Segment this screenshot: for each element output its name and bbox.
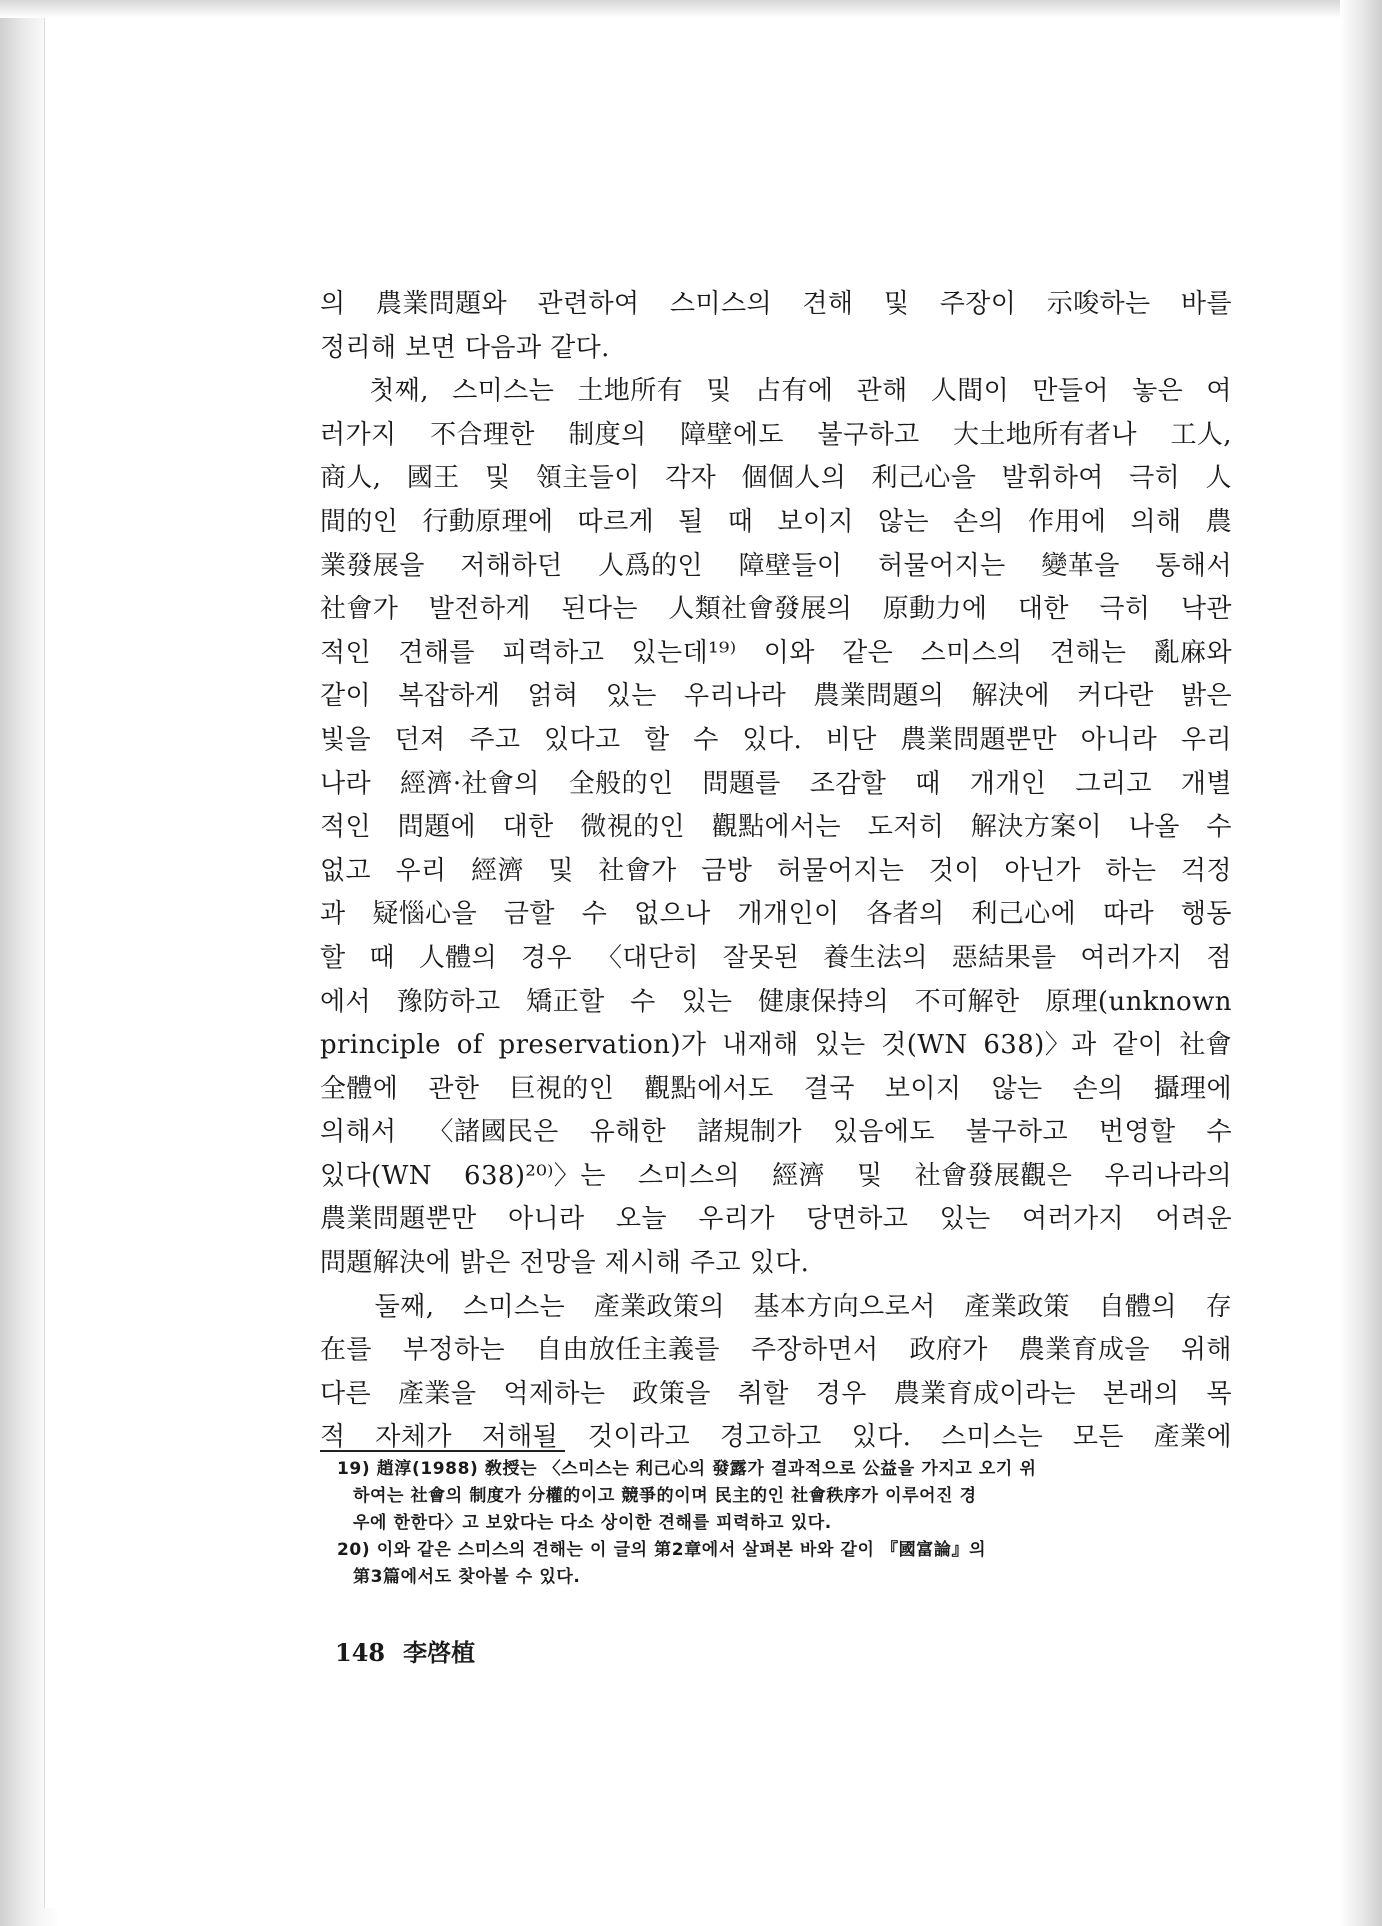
body-word: 產業에 [1153, 1422, 1232, 1453]
footnote-separator [320, 1450, 565, 1452]
body-word: 障壁들이 [738, 550, 843, 581]
body-word: 수 [1206, 1117, 1232, 1148]
body-line [320, 1373, 1232, 1417]
body-word: 利己心에 [971, 899, 1077, 930]
body-word: 社會가 [598, 855, 677, 886]
body-word: 수 [630, 986, 656, 1017]
body-word: 疑惱心을 [372, 899, 478, 930]
body-word: 間的인 [320, 506, 399, 537]
body-word: 모든 [1072, 1422, 1124, 1453]
body-word: 個個人의 [741, 463, 847, 494]
body-line [320, 632, 1232, 676]
body-word: 있다. [742, 724, 803, 755]
body-word: 社會 [1179, 1030, 1232, 1061]
body-word: 스미스의 [669, 289, 772, 319]
body-word: 우리 [1180, 724, 1232, 755]
body-word: 개개인 [969, 768, 1047, 799]
body-word: 발휘하여 [1001, 463, 1104, 494]
body-word: 비단 [825, 724, 877, 755]
running-author: 李啓植 [403, 1638, 476, 1667]
body-word: 解決方案이 [970, 812, 1103, 843]
body-word: 보이지 [884, 1073, 962, 1104]
body-line [320, 1416, 1232, 1460]
body-word: 둘째, [374, 1291, 435, 1322]
body-word: 낙관 [1180, 594, 1232, 625]
body-word: 당면하고 [806, 1204, 909, 1235]
body-word: 不合理한 [430, 419, 535, 450]
body-word: 大土地所有者나 [953, 419, 1137, 450]
body-word: 商人, [320, 463, 382, 494]
body-word: 人體의 [418, 942, 498, 973]
body-line [320, 1198, 1232, 1242]
body-word: 금방 [701, 855, 753, 886]
body-word: 경우 [521, 942, 573, 973]
body-word: 있다(WN [320, 1160, 432, 1191]
body-line [320, 1111, 1232, 1155]
body-word: 638)〉과 [983, 1030, 1097, 1061]
body-word: 않는 [877, 506, 929, 537]
footnotes [337, 1456, 1232, 1591]
body-word: 할 [320, 942, 346, 973]
body-word: 微視的인 [580, 812, 686, 843]
body-word: 된다는 [561, 594, 638, 625]
body-line [320, 806, 1232, 850]
body-word: 결국 [803, 1073, 855, 1104]
body-word: 관련하여 [537, 289, 640, 319]
body-word: 될 [678, 506, 704, 537]
body-word: 같은 [842, 637, 894, 668]
body-word: 原動力에 [882, 594, 988, 625]
body-word: 基本方向으로서 [753, 1291, 936, 1322]
body-word: 행동 [1180, 899, 1232, 930]
body-word: 各者의 [866, 899, 945, 930]
body-word: 어려운 [1155, 1204, 1232, 1235]
body-word: 얽혀 [527, 681, 579, 712]
body-line [320, 675, 1232, 719]
body-word: 통해서 [1155, 550, 1232, 581]
body-word: 없고 [320, 855, 372, 886]
body-word: 矯正할 [526, 986, 605, 1017]
body-word: 의 [320, 289, 346, 319]
body-word: 여 [1206, 376, 1232, 407]
body-word: 農業問題뿐만 [320, 1204, 477, 1235]
body-word: preservation)가 [498, 1030, 707, 1061]
body-word: 수 [581, 899, 608, 930]
body-word: 놓은 [1132, 376, 1184, 407]
body-word: 및 [857, 1160, 883, 1191]
body-word: 問題를 [702, 768, 781, 799]
body-word: 위해 [1180, 1335, 1232, 1366]
body-word: 극히 [1129, 463, 1181, 494]
body-word: 作用에 [1028, 506, 1107, 537]
body-line [320, 981, 1232, 1025]
body-word: 각자 [665, 463, 717, 494]
body-word: 아닌가 [1004, 855, 1081, 886]
body-word: 經濟 [471, 855, 524, 886]
footnote-line: 우에 한한다〉고 보았다는 다소 상이한 견해를 피력하고 있다. [353, 1513, 832, 1533]
body-word: 밝은 [1180, 681, 1232, 712]
body-word: 금할 [503, 899, 555, 930]
body-word: 대한 [1017, 594, 1069, 625]
body-word: 복잡하게 [398, 681, 501, 712]
body-word: 變革을 [1041, 550, 1120, 581]
body-word: 수 [693, 724, 719, 755]
page-number: 148 [335, 1638, 386, 1667]
body-word: 것이 [928, 855, 980, 886]
body-word: 적인 [320, 637, 372, 668]
body-word: 產業政策의 [593, 1291, 725, 1322]
body-word: 스미스는 [463, 1291, 566, 1322]
body-word: 커다란 [1077, 681, 1154, 712]
body-word: 바를 [1180, 289, 1232, 319]
body-word: 攝理에 [1153, 1073, 1232, 1104]
body-word: 따라 [1103, 899, 1155, 930]
body-word: 있는데¹⁹⁾ [631, 637, 737, 668]
body-word: 여러가지 [1080, 942, 1183, 973]
body-line [320, 588, 1232, 632]
body-word: 할 [644, 724, 670, 755]
body-word: 있음에도 [832, 1117, 935, 1148]
body-word: 制度의 [568, 419, 647, 450]
body-word: 이와 [763, 637, 815, 668]
body-word: 피력하고 [502, 637, 605, 668]
body-word: 人爲的인 [598, 550, 703, 581]
body-word: 農 [1205, 506, 1232, 537]
body-line [320, 370, 1232, 414]
footnote-line: 第3篇에서도 찾아볼 수 있다. [353, 1567, 581, 1587]
body-word: 에서 [320, 986, 372, 1017]
body-line [320, 327, 1232, 371]
body-word: 및 [883, 289, 910, 319]
body-word: 경우 [815, 1378, 867, 1409]
body-word: 우리 [395, 855, 447, 886]
body-word: 全體에 [320, 1073, 399, 1104]
body-word: 목 [1206, 1378, 1232, 1409]
body-word: 것이라고 [587, 1422, 690, 1453]
body-line [320, 937, 1232, 981]
body-word: 亂麻와 [1153, 637, 1232, 668]
body-word: 政策을 [632, 1378, 711, 1409]
body-line [320, 763, 1232, 807]
body-word: 스미스는 [452, 376, 555, 407]
body-word: 견해 [802, 289, 854, 319]
body-word: 領主들이 [535, 463, 640, 494]
body-word: 人間이 [930, 376, 1010, 407]
body-word: 〈대단히 [595, 942, 699, 973]
book-top-shadow [0, 0, 1382, 18]
footnote-line: 19) 趙淳(1988) 敎授는 〈스미스는 利己心의 發露가 결과적으로 公益을 가지고 오기 위 [337, 1459, 1037, 1479]
body-word: 問題에 [397, 812, 477, 843]
body-word: 여러가지 [1022, 1204, 1125, 1235]
body-line [320, 283, 1232, 327]
body-word: 도저히 [867, 812, 945, 843]
body-word: 첫째, [369, 376, 429, 407]
body-word: 諸規制가 [697, 1117, 802, 1148]
body-word: 내재해 [722, 1030, 799, 1061]
body-word: 잘못된 [722, 942, 800, 973]
body-word: 自體의 [1098, 1291, 1177, 1322]
body-word: 觀點에서는 [711, 812, 842, 843]
body-word: 하는 [1105, 855, 1157, 886]
body-line [320, 1329, 1232, 1373]
body-word: 있는 [605, 681, 657, 712]
body-word: 社會發展觀은 [914, 1160, 1073, 1191]
body-line [320, 893, 1232, 937]
body-word: 스미스는 [941, 1422, 1044, 1453]
body-line [320, 1024, 1232, 1068]
body-word: 빛을 [320, 724, 372, 755]
body-word: 같이 [320, 681, 372, 712]
body-word: 억제하는 [503, 1378, 606, 1409]
body-word: 자체가 [375, 1422, 452, 1453]
body-word: 農業問題뿐만 [900, 724, 1058, 755]
body-word: 스미스의 [637, 1160, 740, 1191]
body-word: 저해될 [481, 1422, 559, 1453]
body-word: 주고 [469, 724, 521, 755]
body-word: 不可解한 [914, 986, 1020, 1017]
body-word: 있는 [681, 986, 733, 1017]
body-word: 주장이 [939, 289, 1017, 319]
body-word: 과 [320, 899, 346, 930]
body-word: 우리가 [698, 1204, 775, 1235]
body-word: 견해를 [398, 637, 475, 668]
body-word: 본래의 [1102, 1378, 1180, 1409]
body-line [320, 1068, 1232, 1112]
body-word: 養生法의 [823, 942, 928, 973]
body-word: 때 [369, 942, 395, 973]
body-word: 農業問題의 [813, 681, 945, 712]
body-word: 개별 [1180, 768, 1232, 799]
body-word: 스미스의 [920, 637, 1023, 668]
footnote-line: 하여는 社會의 制度가 分權的이고 競爭的이며 民主的인 社會秩序가 이루어진 경 [353, 1486, 977, 1506]
body-word: 自由放任主義를 [535, 1335, 720, 1366]
body-word: 발전하게 [428, 594, 531, 625]
body-word: 오늘 [615, 1204, 667, 1235]
body-line [320, 850, 1232, 894]
body-word: 人 [1205, 463, 1232, 494]
body-word: 業發展을 [320, 550, 425, 581]
body-word: 같이 [1112, 1030, 1164, 1061]
body-word: 아니라 [1080, 724, 1158, 755]
body-word: of [456, 1030, 483, 1061]
body-word: 부정하는 [402, 1335, 505, 1366]
body-word: 行動原理에 [422, 506, 554, 537]
body-word: 및 [706, 376, 732, 407]
body-word: 政府가 [909, 1335, 988, 1366]
body-word: 農業問題와 [375, 289, 508, 319]
body-word: 있는 [939, 1204, 991, 1235]
body-word: 경고하고 [719, 1422, 822, 1453]
body-word: 만들어 [1032, 376, 1109, 407]
body-word: 農業育成을 [1018, 1335, 1150, 1366]
body-word: 때 [727, 506, 754, 537]
body-word: 土地所有 [577, 376, 684, 407]
body-line [320, 457, 1232, 501]
body-word: 번영할 [1098, 1117, 1176, 1148]
body-word: 社會가 [320, 594, 399, 625]
body-word: 따르게 [577, 506, 655, 537]
body-word: 주장하면서 [750, 1335, 879, 1366]
body-word: 工人, [1170, 419, 1232, 450]
body-word: 健康保持의 [758, 986, 890, 1017]
body-word: 러가지 [320, 419, 397, 450]
body-word: 우리나라의 [1104, 1160, 1232, 1191]
body-word: 없으나 [634, 899, 711, 930]
body-word: 障壁에도 [680, 419, 784, 450]
body-word: 손의 [1072, 1073, 1124, 1104]
body-word: 수 [1206, 812, 1232, 843]
body-word: 점 [1206, 942, 1232, 973]
body-line [320, 719, 1232, 763]
body-word: 극히 [1099, 594, 1151, 625]
body-text [320, 283, 1232, 1460]
body-word: 利己心을 [871, 463, 977, 494]
body-word: 있는 [814, 1030, 866, 1061]
body-word: 解決에 [971, 681, 1050, 712]
body-word: 示唆하는 [1046, 289, 1151, 319]
body-word: 관해 [856, 376, 908, 407]
body-word: 占有에 [755, 376, 834, 407]
body-word: 관한 [428, 1073, 480, 1104]
body-line [320, 1242, 1232, 1286]
footnote-line: 20) 이와 같은 스미스의 견해는 이 글의 第2章에서 살펴본 바와 같이 『國富論』의 [337, 1540, 987, 1560]
body-word: 손의 [953, 506, 1005, 537]
body-word: 유해한 [589, 1117, 667, 1148]
body-line [320, 545, 1232, 589]
body-line [320, 1155, 1232, 1199]
body-word: 經濟 [772, 1160, 825, 1191]
body-word: 人類社會發展의 [668, 594, 853, 625]
body-word: 걱정 [1180, 855, 1232, 886]
body-word: 存 [1205, 1291, 1232, 1322]
body-line [320, 1286, 1232, 1330]
body-word: 허물어지는 [776, 855, 905, 886]
body-word: 全般的인 [568, 768, 674, 799]
body-word: 經濟·社會의 [400, 768, 540, 799]
body-word: 개개인이 [737, 899, 840, 930]
body-word: 및 [485, 463, 511, 494]
body-word: 638)²⁰⁾〉는 [464, 1160, 606, 1191]
body-word: 보이지 [777, 506, 854, 537]
body-word: 〈諸國民은 [427, 1117, 559, 1148]
body-word: 農業育成이라는 [893, 1378, 1076, 1409]
body-word: 의해서 [320, 1117, 397, 1148]
body-word: 않는 [991, 1073, 1043, 1104]
body-word: 적 [320, 1422, 346, 1453]
body-word: 저해하던 [460, 550, 563, 581]
body-word: 있다. [851, 1422, 912, 1453]
body-word: 나라 [320, 768, 372, 799]
body-word: 견해는 [1049, 637, 1127, 668]
body-word: 다른 [320, 1378, 372, 1409]
page-footer [335, 1633, 475, 1668]
body-word: 허물어지는 [878, 550, 1006, 581]
body-word: 던져 [394, 724, 446, 755]
body-line [320, 414, 1232, 458]
book-right-shadow [1340, 0, 1382, 1926]
body-word: 그리고 [1075, 768, 1152, 799]
body-word: 있다고 [543, 724, 621, 755]
body-word: 의해 [1130, 506, 1182, 537]
body-word: 產業政策 [964, 1291, 1070, 1322]
body-word: 취할 [737, 1378, 789, 1409]
body-word: 原理(unknown [1045, 986, 1232, 1017]
body-word: 觀點에서도 [644, 1073, 774, 1104]
body-word: 問題解決에 밝은 전망을 제시해 주고 있다. [320, 1248, 810, 1279]
body-word: 조감할 [809, 768, 887, 799]
body-word: principle [320, 1030, 441, 1061]
body-word: 우리나라 [684, 681, 787, 712]
body-word: 불구하고 [817, 419, 920, 450]
body-word: 적인 [320, 812, 372, 843]
body-word: 대한 [502, 812, 554, 843]
body-word: 때 [915, 768, 941, 799]
body-word: 불구하고 [965, 1117, 1068, 1148]
body-line [320, 501, 1232, 545]
body-word: 國王 [406, 463, 460, 494]
body-word: 정리해 보면 다음과 같다. [320, 332, 610, 363]
body-word: 나올 [1128, 812, 1180, 843]
body-word: 產業을 [398, 1378, 477, 1409]
body-word: 것(WN [881, 1030, 968, 1061]
body-word: 豫防하고 [396, 986, 501, 1017]
body-word: 巨視的인 [509, 1073, 615, 1104]
body-word: 在를 [320, 1335, 372, 1366]
body-word: 惡結果를 [951, 942, 1057, 973]
body-word: 아니라 [507, 1204, 585, 1235]
body-word: 및 [548, 855, 574, 886]
